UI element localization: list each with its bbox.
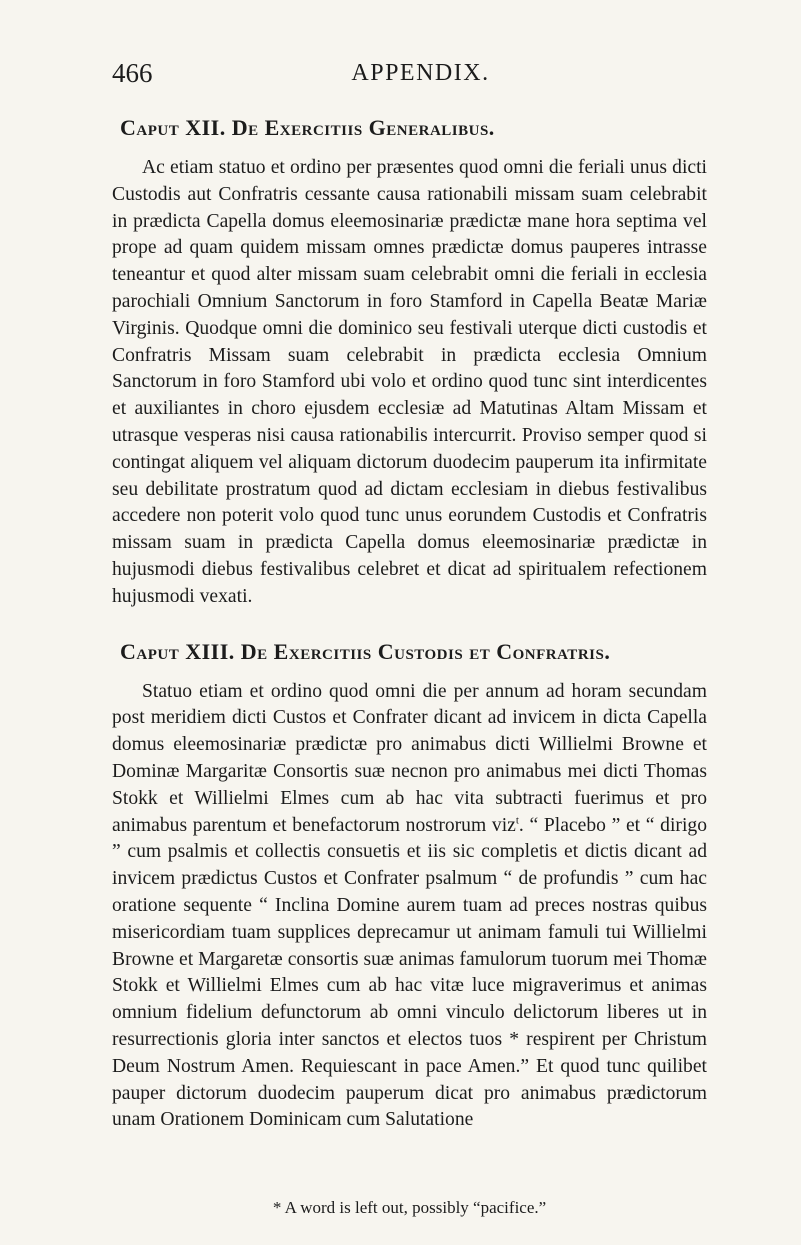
caput-xiii-section <box>112 637 707 1135</box>
superscript-t: t <box>515 814 519 826</box>
footnote: * A word is left out, possibly “pacifice.” <box>272 1198 547 1217</box>
running-head <box>112 58 689 98</box>
caput-xiii-heading: Caput XIII. De Exercitiis Custodis et Confratris. <box>120 638 611 664</box>
caput-xiii-text-part1: Statuo etiam et ordino quod omni die per annum ad horam secundam post meridiem dicti Custos et Confrater dicant ad invicem in dicta Capella domus eleemosinariæ prædictæ pro animabus dicti Willielmi Browne et Dominæ Margaritæ Consortis suæ necnon pro animabus mei dicti Thomas Stokk et Willielmi Elmes cum ab hac vita subtracti fuerimus et pro animabus parentum et benefactorum nostrorum viz <box>112 680 707 836</box>
running-title: APPENDIX. <box>351 60 490 86</box>
caput-xii-heading: Caput XII. De Exercitiis Generalibus. <box>120 115 495 140</box>
caput-xii-section <box>112 113 707 611</box>
page-number: 466 <box>112 58 153 88</box>
page-body <box>112 113 707 1134</box>
caput-xiii-text-part2: . “ Placebo ” et “ dirigo ” cum psalmis et collectis consuetis et iis sic completis et dictis dicant ad invicem prædictus Custos et Confrater psalmum “ de profundis ” cum hac oratione sequente “ Inclina Domine aurem tuam ad preces nostras quibus misericordiam tuam supplices deprecamur ut animam famuli tui Willielmi Browne et Margaretæ consortis suæ animas famulorum tuorum mei Thomæ Stokk et Willielmi Elmes cum ab hac vitæ luce migraverimus et animas omnium fidelium defunctorum ab omni vinculo delictorum liberes ut in resurrectionis gloria inter sanctos et electos tuos * respirent per Christum Deum Nostrum Amen. Requiescant in pace Amen.” Et quod tunc quilibet pauper dictorum duodecim pauperum dicat pro animabus prædictorum unam Orationem Dominicam cum Salutatione <box>112 814 707 1131</box>
caput-xii-text: Ac etiam statuo et ordino per præsentes quod omni die feriali unus dicti Custodis aut Confratris cessante causa rationabili missam suam celebrabit in prædicta Capella domus eleemosinariæ prædictæ mane hora septima vel prope ad quam quidem missam omnes prædictæ domus pauperes intrasse teneantur et quod alter missam suam celebrabit omni die feriali in ecclesia parochiali Omnium Sanctorum in foro Stamford in Capella Beatæ Mariæ Virginis. Quodque omni die dominico seu festivali uterque dicti custodis et Confratris Missam suam celebrabit in prædicta ecclesia Omnium Sanctorum in foro Stamford ubi volo et ordino quod tunc sint interdicentes et auxiliantes in choro ejusdem ecclesiæ ad Matutinas Altam Missam et utrasque vesperas nisi causa rationabilis intercurrit. Proviso semper quod si contingat aliquem vel aliquam dictorum duodecim pauperum ita infirmitate seu debilitate prostratum quod ad dictam ecclesiam in diebus festivalibus accedere non poterit volo quod tunc unus eorundem Custodis et Confratris missam suam in prædicta Capella domus eleemosinariæ prædictæ in hujusmodi diebus festivalibus celebret et dicat ad spiritualem refectionem hujusmodi vexati. <box>112 157 707 607</box>
caput-xiii-text <box>112 679 707 1135</box>
